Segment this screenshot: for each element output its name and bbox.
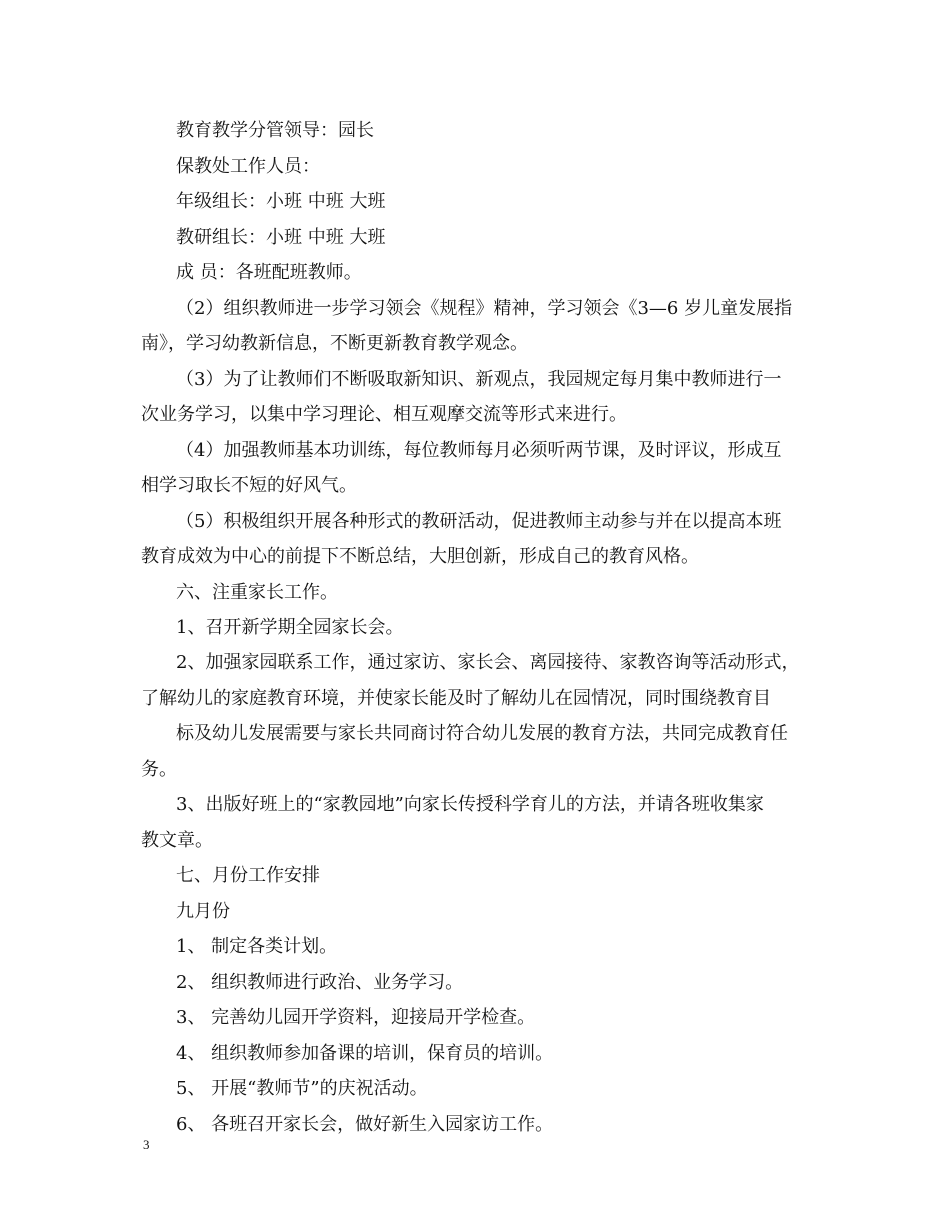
list-item: 4、 组织教师参加备课的培训，保育员的培训。 (176, 1043, 554, 1064)
text-line: 相学习取长不短的好风气。 (141, 475, 357, 496)
text-line: 年级组长：小班 中班 大班 (176, 191, 386, 212)
page-number: 3 (143, 1137, 150, 1152)
list-item: 3、 完善幼儿园开学资料，迎接局开学检查。 (176, 1007, 536, 1028)
text-line: （4）加强教师基本功训练，每位教师每月必须听两节课，及时评议，形成互 (176, 440, 782, 461)
text-line: 教育教学分管领导：园长 (176, 120, 374, 141)
subheading: 九月份 (176, 901, 230, 922)
text-line: 教育成效为中心的前提下不断总结，大胆创新，形成自己的教育风格。 (141, 546, 699, 567)
text-line: 标及幼儿发展需要与家长共同商讨符合幼儿发展的教育方法，共同完成教育任 (176, 723, 788, 744)
list-item: 5、 开展“教师节”的庆祝活动。 (176, 1078, 428, 1099)
text-line: 教文章。 (141, 830, 213, 851)
text-line: 1、召开新学期全园家长会。 (176, 617, 404, 638)
text-line: （2）组织教师进一步学习领会《规程》精神，学习领会《3—6 岁儿童发展指 (176, 298, 793, 319)
text-line: 务。 (141, 759, 177, 780)
text-line: 保教处工作人员： (176, 156, 320, 177)
text-line: 成 员：各班配班教师。 (176, 262, 362, 283)
text-line: （5）积极组织开展各种形式的教研活动，促进教师主动参与并在以提高本班 (176, 511, 782, 532)
text-line: 南》，学习幼教新信息，不断更新教育教学观念。 (141, 333, 528, 354)
section-heading: 七、月份工作安排 (176, 865, 320, 886)
list-item: 1、 制定各类计划。 (176, 936, 338, 957)
section-heading: 六、注重家长工作。 (176, 582, 338, 603)
text-line: 了解幼儿的家庭教育环境，并使家长能及时了解幼儿在园情况，同时围绕教育目 (141, 688, 771, 709)
list-item: 6、 各班召开家长会，做好新生入园家访工作。 (176, 1114, 554, 1135)
text-line: 2、加强家园联系工作，通过家访、家长会、离园接待、家教咨询等活动形式， (176, 652, 800, 673)
text-line: 教研组长：小班 中班 大班 (176, 227, 386, 248)
text-line: （3）为了让教师们不断吸取新知识、新观点，我园规定每月集中教师进行一 (176, 369, 782, 390)
list-item: 2、 组织教师进行政治、业务学习。 (176, 972, 464, 993)
text-line: 次业务学习，以集中学习理论、相互观摩交流等形式来进行。 (141, 404, 627, 425)
text-line: 3、出版好班上的“家教园地”向家长传授科学育儿的方法，并请各班收集家 (176, 794, 764, 815)
